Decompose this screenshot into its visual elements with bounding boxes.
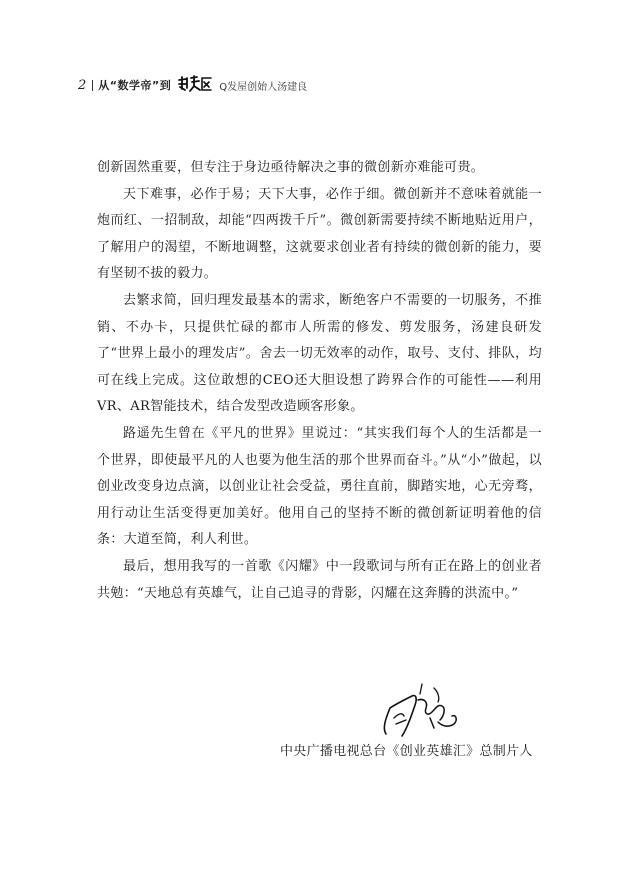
paragraph: 天下难事，必作于易；天下大事，必作于细。微创新并不意味着就能一炮而红、一招制敌，却能“四两拨千斤”。微创新需要持续不断地贴近用户，了解用户的渴望，不断地调整，这就要求创业者有持续的微创新的能力，要有坚韧不拔的毅力。 <box>97 186 542 282</box>
handwritten-brush-icon <box>177 74 213 94</box>
signature-icon <box>372 678 472 740</box>
paragraph: 创新固然重要，但专注于身边亟待解决之事的微创新亦难能可贵。 <box>97 160 485 175</box>
paragraph: 最后，想用我写的一首歌《闪耀》中一段歌词与所有正在路上的创业者共勉：“天地总有英雄气，让自己追寻的背影，闪耀在这奔腾的洪流中。” <box>97 558 542 601</box>
page-number: 2 <box>78 77 87 93</box>
header-title: 从“数学帝”到 <box>98 79 172 92</box>
running-header <box>78 74 307 96</box>
author-byline: 中央广播电视总台《创业英雄汇》总制片人 <box>280 744 533 759</box>
paragraph: 路遥先生曾在《平凡的世界》里说过：“其实我们每个人的生活都是一个世界，即使最平凡的人也要为他生活的那个世界而奋斗。”从“小”做起，以创业改变身边点滴，以创业让社会受益，勇往直前，脚踏实地，心无旁骛，用行动让生活变得更加美好。他用自己的坚持不断的微创新证明着他的信条：大道至简，利人利世。 <box>97 425 542 548</box>
article-body <box>97 155 542 607</box>
header-handwritten-logo <box>177 74 213 97</box>
paragraph: 去繁求简，回归理发最基本的需求，断绝客户不需要的一切服务，不推销、不办卡，只提供忙碌的都市人所需的修发、剪发服务，汤建良研发了“世界上最小的理发店”。舍去一切无效率的动作，取号、支付、排队，均可在线上完成。这位敢想的CEO还大胆设想了跨界合作的可能性——利用VR、AR智能技术，结合发型改造顾客形象。 <box>97 292 542 415</box>
header-divider <box>92 80 93 91</box>
handwritten-signature <box>372 678 472 740</box>
header-subtitle: Q发屋创始人汤建良 <box>219 81 308 93</box>
